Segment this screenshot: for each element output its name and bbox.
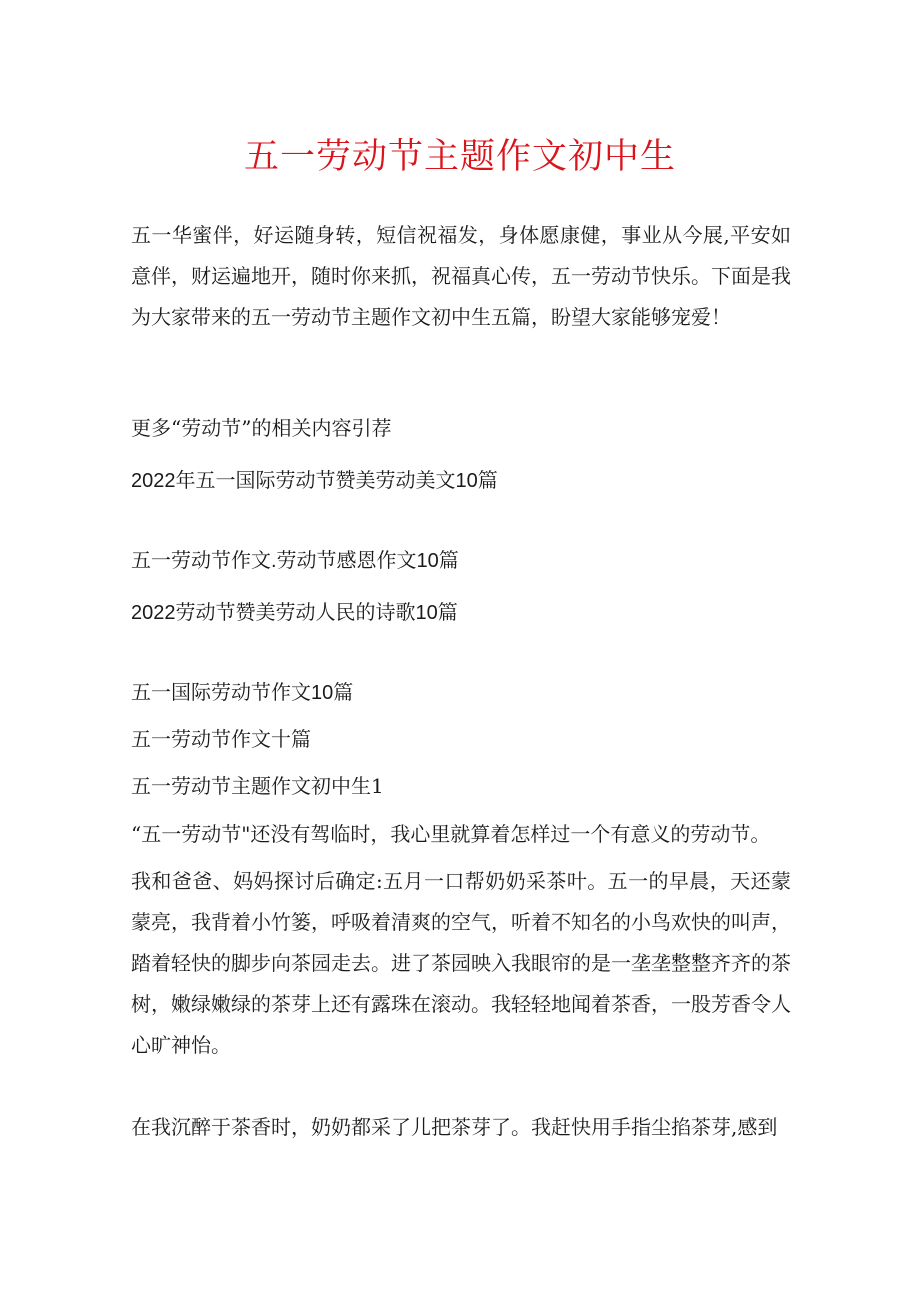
related-link[interactable]: 2022年五一国际劳动节赞美劳动美文10篇 xyxy=(131,470,498,492)
essay-paragraph: 我和爸爸、妈妈探讨后确定:五月一口帮奶奶采茶叶。五一的早晨，天还蒙蒙亮，我背着小竹篓，呼吸着清爽的空气，听着不知名的小鸟欢快的叫声，踏着轻快的脚步向茶园走去。进了茶园映入我眼帘的是一垄垄整整齐齐的茶树，嫩绿嫩绿的茶芽上还有露珠在滚动。我轻轻地闻着茶香，一股芳香令人心旷神怡。 xyxy=(131,869,791,1057)
related-link[interactable] xyxy=(131,677,353,708)
related-link-label: 五一国际劳动节作文10篇 xyxy=(131,682,354,704)
related-link-label: 五一劳动节作文.劳动节感恩作文10篇 xyxy=(131,550,459,572)
related-heading: 更多“劳动节”的相关内容引荐 xyxy=(131,416,392,440)
related-link[interactable] xyxy=(131,545,459,576)
page-title: 五一劳动节主题作文初中生 xyxy=(243,137,676,177)
intro-paragraph: 五一华蜜伴，好运随身转，短信祝福发，身体愿康健，事业从今展,平安如意伴，财运遍地开，随时你来抓，祝福真心传，五一劳动节快乐。下面是我为大家带来的五一劳动节主题作文初中生五篇，盼望大家能够宠爱！ xyxy=(131,223,791,329)
related-link[interactable]: 2022劳动节赞美劳动人民的诗歌10篇 xyxy=(131,602,458,624)
essay-paragraph: 在我沉醉于茶香时，奶奶都采了儿把茶芽了。我赶快用手指尘掐茶芽,感到 xyxy=(131,1115,778,1139)
section-title: 五一劳动节主题作文初中生1 xyxy=(131,774,384,798)
essay-paragraph: “五一劳动节"还没有驾临时，我心里就算着怎样过一个有意义的劳动节。 xyxy=(131,822,771,846)
related-link[interactable]: 五一劳动节作文十篇 xyxy=(131,727,311,751)
